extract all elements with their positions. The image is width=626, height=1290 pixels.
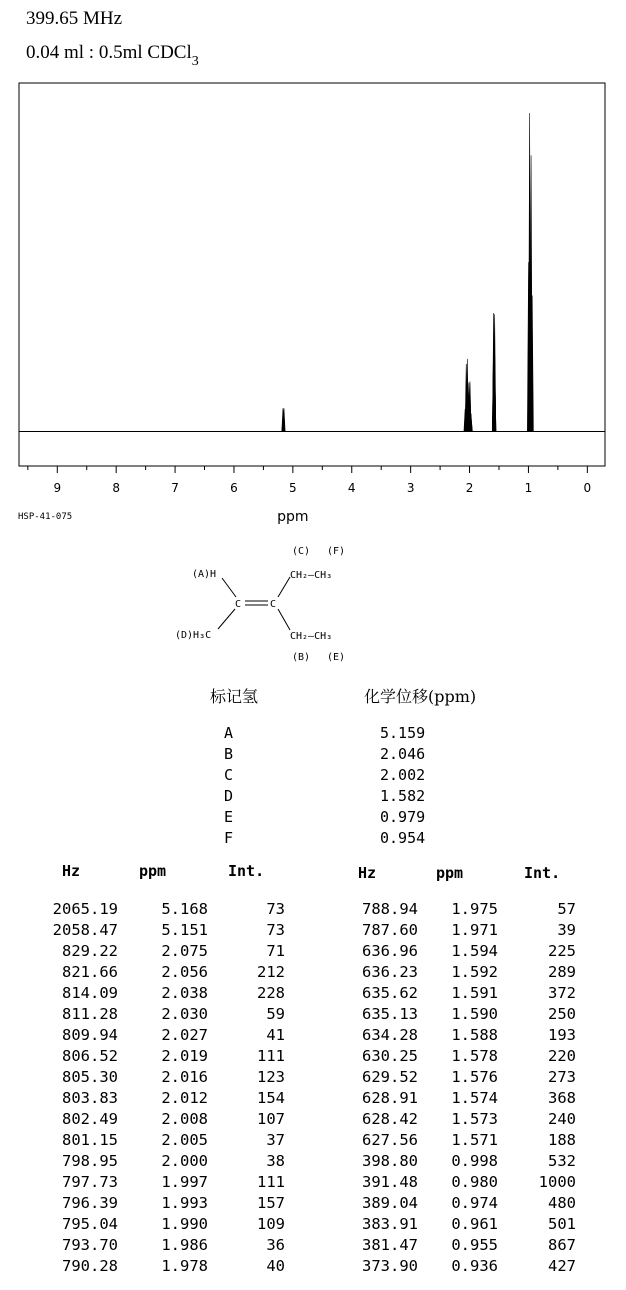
peak-cell-left: 59 xyxy=(266,1005,285,1023)
tick-label-2: 2 xyxy=(465,481,474,495)
spectrum-code: HSP-41-075 xyxy=(18,512,73,522)
assignment-label-B: B xyxy=(224,745,234,763)
col-header-ppm-left: ppm xyxy=(139,862,167,880)
peak-cell-right: 391.48 xyxy=(362,1173,418,1191)
peak-cell-right: 1000 xyxy=(538,1173,576,1191)
peak-cell-right: 1.592 xyxy=(451,963,498,981)
peak-cell-left: 2.056 xyxy=(161,963,208,981)
tick-label-0: 0 xyxy=(583,481,592,495)
label-ch2-bottom: CH₂—CH₃ xyxy=(290,631,333,642)
peak-cell-right: 1.573 xyxy=(451,1110,498,1128)
peak-cell-left: 37 xyxy=(266,1131,285,1149)
assignment-label-A: A xyxy=(224,724,234,742)
peak-cell-left: 2.030 xyxy=(161,1005,208,1023)
peak-cell-right: 634.28 xyxy=(362,1026,418,1044)
peak-cell-left: 1.993 xyxy=(161,1194,208,1212)
peak-cell-left: 2.000 xyxy=(161,1152,208,1170)
peak-cell-right: 289 xyxy=(548,963,576,981)
peak-cell-right: 273 xyxy=(548,1068,576,1086)
label-c-right: C xyxy=(270,599,277,610)
peak-cell-right: 0.998 xyxy=(451,1152,498,1170)
peak-cell-left: 805.30 xyxy=(62,1068,118,1086)
assignment-label-F: F xyxy=(224,829,234,847)
peak-cell-right: 501 xyxy=(548,1215,576,1233)
peak-cell-left: 2.008 xyxy=(161,1110,208,1128)
assignment-shift-B: 2.046 xyxy=(380,745,426,763)
peak-cell-left: 2.019 xyxy=(161,1047,208,1065)
peak-cell-right: 867 xyxy=(548,1236,576,1254)
col-header-int-left: Int. xyxy=(228,862,265,880)
tick-label-5: 5 xyxy=(289,481,297,495)
peak-cell-right: 532 xyxy=(548,1152,576,1170)
peak-cell-left: 2058.47 xyxy=(52,921,118,939)
peak-cell-right: 57 xyxy=(557,900,576,918)
peak-cell-left: 2.027 xyxy=(161,1026,208,1044)
peak-cell-left: 1.978 xyxy=(161,1257,208,1275)
solvent-text: 0.04 ml : 0.5ml CDCl xyxy=(26,42,192,63)
peak-cell-right: 787.60 xyxy=(362,921,418,939)
peak-cell-right: 636.23 xyxy=(362,963,418,981)
peak-cell-right: 628.91 xyxy=(362,1089,418,1107)
assignment-label-C: C xyxy=(224,766,234,784)
bond-ch3-c xyxy=(218,609,235,629)
col-header-int-right: Int. xyxy=(524,864,561,882)
peak-cell-left: 71 xyxy=(266,942,285,960)
peak-cell-left: 111 xyxy=(257,1047,285,1065)
peak-cell-right: 389.04 xyxy=(362,1194,418,1212)
solvent-subscript: 3 xyxy=(191,54,199,69)
molecule-structure xyxy=(0,540,626,670)
label-ch2-top: CH₂—CH₃ xyxy=(290,570,333,581)
assignment-shift-F: 0.954 xyxy=(380,829,426,847)
col-header-hz-right: Hz xyxy=(358,864,377,882)
peak-cell-left: 801.15 xyxy=(62,1131,118,1149)
peak-cell-right: 240 xyxy=(548,1110,576,1128)
peak-cell-right: 788.94 xyxy=(362,900,418,918)
peak-cell-right: 1.576 xyxy=(451,1068,498,1086)
col-header-ppm-right: ppm xyxy=(436,864,464,882)
bond-c-ch2-bottom xyxy=(278,609,290,630)
bond-h-c xyxy=(222,578,236,597)
peak-cell-left: 809.94 xyxy=(62,1026,118,1044)
assignment-shift-A: 5.159 xyxy=(380,724,426,742)
peak-cell-right: 1.591 xyxy=(451,984,498,1002)
peak-cell-right: 0.936 xyxy=(451,1257,498,1275)
peak-cell-right: 635.13 xyxy=(362,1005,418,1023)
peak-cell-right: 1.571 xyxy=(451,1131,498,1149)
peak-cell-right: 250 xyxy=(548,1005,576,1023)
peak-cell-right: 427 xyxy=(548,1257,576,1275)
peak-cell-left: 111 xyxy=(257,1173,285,1191)
peak-cell-right: 193 xyxy=(548,1026,576,1044)
peak-cell-left: 40 xyxy=(266,1257,285,1275)
peak-cell-right: 628.42 xyxy=(362,1110,418,1128)
peak-cell-left: 806.52 xyxy=(62,1047,118,1065)
peak-cell-left: 5.151 xyxy=(161,921,208,939)
peak-cell-left: 73 xyxy=(266,900,285,918)
peak-cell-right: 1.578 xyxy=(451,1047,498,1065)
peak-cell-left: 123 xyxy=(257,1068,285,1086)
peak-cell-right: 39 xyxy=(557,921,576,939)
peak-cell-right: 373.90 xyxy=(362,1257,418,1275)
peak-cell-left: 829.22 xyxy=(62,942,118,960)
peak-cell-left: 2.038 xyxy=(161,984,208,1002)
peak-cell-left: 2.075 xyxy=(161,942,208,960)
col-header-hz-left: Hz xyxy=(62,862,81,880)
tick-label-7: 7 xyxy=(171,481,179,495)
peak-cell-left: 2.012 xyxy=(161,1089,208,1107)
peak-cell-right: 1.594 xyxy=(451,942,498,960)
peak-cell-left: 814.09 xyxy=(62,984,118,1002)
spectrometer-frequency: 399.65 MHz xyxy=(26,8,123,29)
peak-cell-left: 821.66 xyxy=(62,963,118,981)
peak-cell-left: 803.83 xyxy=(62,1089,118,1107)
peak-cell-right: 1.975 xyxy=(451,900,498,918)
label-c-top: (C) xyxy=(292,546,311,557)
peak-cell-right: 627.56 xyxy=(362,1131,418,1149)
peak-cell-left: 41 xyxy=(266,1026,285,1044)
peak-cell-left: 1.986 xyxy=(161,1236,208,1254)
peak-cell-right: 225 xyxy=(548,942,576,960)
peak-cell-right: 1.574 xyxy=(451,1089,498,1107)
nmr-spectrum-chart xyxy=(0,0,626,540)
label-d-h3c: (D)H₃C xyxy=(175,630,212,641)
label-a-h: (A)H xyxy=(192,569,217,580)
peak-cell-left: 811.28 xyxy=(62,1005,118,1023)
peak-cell-right: 1.971 xyxy=(451,921,498,939)
peak-cell-left: 107 xyxy=(257,1110,285,1128)
peak-cell-left: 73 xyxy=(266,921,285,939)
tick-label-4: 4 xyxy=(347,481,356,495)
assignment-shift-header: 化学位移(ppm) xyxy=(364,687,477,706)
tick-label-8: 8 xyxy=(112,481,120,495)
peak-cell-left: 38 xyxy=(266,1152,285,1170)
peak-cell-right: 629.52 xyxy=(362,1068,418,1086)
peak-cell-right: 635.62 xyxy=(362,984,418,1002)
peak-cell-left: 796.39 xyxy=(62,1194,118,1212)
assignment-label-D: D xyxy=(224,787,234,805)
assignment-shift-C: 2.002 xyxy=(380,766,426,784)
tick-label-9: 9 xyxy=(53,481,62,495)
peak-cell-left: 795.04 xyxy=(62,1215,118,1233)
peak-cell-left: 797.73 xyxy=(62,1173,118,1191)
tick-label-3: 3 xyxy=(406,481,415,495)
tick-label-6: 6 xyxy=(230,481,238,495)
plot-frame xyxy=(19,83,605,466)
peak-cell-left: 5.168 xyxy=(161,900,208,918)
peak-cell-left: 228 xyxy=(257,984,285,1002)
peak-cell-left: 212 xyxy=(257,963,285,981)
peak-cell-left: 1.997 xyxy=(161,1173,208,1191)
label-e-bottom: (E) xyxy=(327,652,346,663)
peak-cell-right: 398.80 xyxy=(362,1152,418,1170)
peak-cell-right: 1.588 xyxy=(451,1026,498,1044)
tick-label-1: 1 xyxy=(524,481,533,495)
peak-cell-right: 220 xyxy=(548,1047,576,1065)
peak-cell-right: 0.961 xyxy=(451,1215,498,1233)
peak-cell-right: 480 xyxy=(548,1194,576,1212)
peak-cell-left: 790.28 xyxy=(62,1257,118,1275)
peak-cell-right: 636.96 xyxy=(362,942,418,960)
label-b-bottom: (B) xyxy=(292,652,311,663)
bond-c-ch2-top xyxy=(278,577,290,597)
peak-cell-right: 0.955 xyxy=(451,1236,498,1254)
assignment-shift-E: 0.979 xyxy=(380,808,426,826)
peak-cell-left: 2.005 xyxy=(161,1131,208,1149)
assignment-shift-D: 1.582 xyxy=(380,787,426,805)
assignment-label-header: 标记氢 xyxy=(210,687,259,706)
peak-cell-right: 188 xyxy=(548,1131,576,1149)
peak-cell-right: 383.91 xyxy=(362,1215,418,1233)
peak-cell-left: 802.49 xyxy=(62,1110,118,1128)
peak-cell-left: 36 xyxy=(266,1236,285,1254)
peak-cell-left: 798.95 xyxy=(62,1152,118,1170)
peak-cell-left: 154 xyxy=(257,1089,285,1107)
peak-cell-right: 372 xyxy=(548,984,576,1002)
peak-cell-left: 2065.19 xyxy=(52,900,118,918)
peak-cell-left: 2.016 xyxy=(161,1068,208,1086)
peak-cell-left: 157 xyxy=(257,1194,285,1212)
label-f-top: (F) xyxy=(327,546,346,557)
peak-cell-right: 381.47 xyxy=(362,1236,418,1254)
label-c-left: C xyxy=(235,599,242,610)
peak-cell-left: 109 xyxy=(257,1215,285,1233)
peak-cell-left: 793.70 xyxy=(62,1236,118,1254)
peak-cell-right: 368 xyxy=(548,1089,576,1107)
assignment-label-E: E xyxy=(224,808,234,826)
peak-cell-right: 0.974 xyxy=(451,1194,498,1212)
peak-cell-right: 0.980 xyxy=(451,1173,498,1191)
peak-cell-left: 1.990 xyxy=(161,1215,208,1233)
peak-cell-right: 1.590 xyxy=(451,1005,498,1023)
x-axis-label: ppm xyxy=(277,509,309,525)
peak-cell-right: 630.25 xyxy=(362,1047,418,1065)
